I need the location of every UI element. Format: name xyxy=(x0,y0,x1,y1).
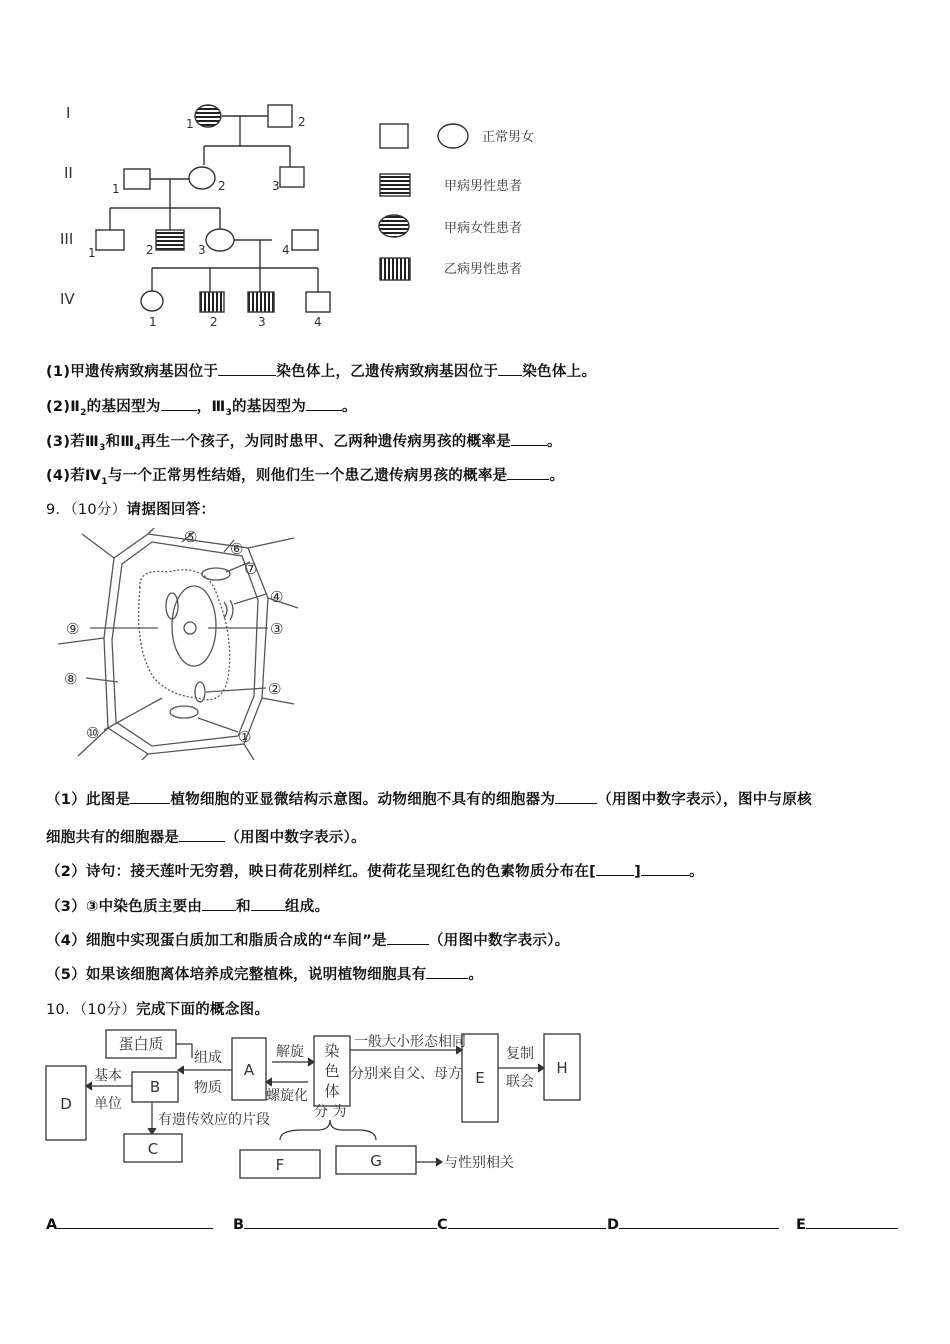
ped-I1-affected-female xyxy=(195,105,221,127)
cell-label-2: ② xyxy=(268,680,282,698)
answer-label-D: D xyxy=(607,1217,620,1233)
label-wuzhi: 物质 xyxy=(194,1080,222,1096)
concept-protein: 蛋白质 xyxy=(118,1035,164,1053)
gen-III-label: III xyxy=(60,230,74,248)
ped-num: 2 xyxy=(210,315,218,329)
ped-III2-affected-male xyxy=(156,230,184,250)
ped-III4-male xyxy=(292,230,318,250)
ped-num: 2 xyxy=(146,243,154,257)
q9-s1d: 细胞共有的细胞器是 xyxy=(46,830,180,846)
answer-B xyxy=(233,1214,437,1233)
ped-III1-male xyxy=(96,230,124,250)
q9-s1e: （用图中数字表示）。 xyxy=(225,830,366,846)
answer-A xyxy=(46,1214,213,1233)
legend-yi-male-symbol xyxy=(380,258,410,280)
q9-s1a: （1）此图是 xyxy=(46,792,131,808)
q9-part4 xyxy=(46,929,570,950)
ped-II2-female xyxy=(189,167,215,189)
chloroplast xyxy=(202,568,230,580)
ped-num: 1 xyxy=(112,182,120,196)
ped-IV2-yi-male xyxy=(200,292,224,312)
q8-p4sub: 1 xyxy=(101,476,108,487)
q9-title: 请据图回答： xyxy=(126,502,216,518)
cell-label-4: ④ xyxy=(270,588,284,606)
q8-p4b: 与一个正常男性结婚，则他们生一个患乙遗传病男孩的概率是 xyxy=(107,468,508,484)
ped-num: 1 xyxy=(88,246,96,260)
gen-II-label: II xyxy=(64,164,73,182)
q9-s3c: 组成。 xyxy=(284,899,330,915)
label-fenwei: 分 为 xyxy=(314,1104,347,1120)
q8-part4 xyxy=(46,464,564,487)
cell-label-6: ⑥ xyxy=(230,540,244,558)
q9-part1-line2 xyxy=(46,826,366,847)
legend-jia-female-text: 甲病女性患者 xyxy=(444,221,523,236)
label-lianhui: 联会 xyxy=(506,1074,534,1090)
q10-title: 完成下面的概念图。 xyxy=(136,1002,270,1018)
q8-p3d: 。 xyxy=(547,434,562,450)
pedigree-figure xyxy=(44,92,564,332)
ped-num: 3 xyxy=(198,243,206,257)
legend-normal-female-symbol xyxy=(438,124,468,148)
answer-blank[interactable] xyxy=(251,896,285,911)
legend-normal-text: 正常男女 xyxy=(482,130,535,145)
legend-jia-male-symbol xyxy=(380,174,410,196)
label-youyichuan: 有遗传效应的片段 xyxy=(158,1112,270,1128)
concept-E: E xyxy=(475,1069,485,1087)
label-yiban: 一般大小形态相同 xyxy=(354,1034,466,1050)
answer-blank[interactable] xyxy=(218,361,276,376)
q10-number: 10．（10分） xyxy=(46,1002,137,1018)
gen-I-label: I xyxy=(66,104,71,122)
cell-label-7: ⑦ xyxy=(244,560,258,578)
answer-blank[interactable] xyxy=(202,896,236,911)
q8-p3c: 再生一个孩子，为同时患甲、乙两种遗传病男孩的概率是 xyxy=(141,434,511,450)
answer-E xyxy=(796,1214,898,1233)
q9-s5b: 。 xyxy=(468,967,484,983)
concept-D: D xyxy=(60,1095,72,1113)
answer-blank[interactable] xyxy=(641,861,689,876)
chloroplast xyxy=(166,593,178,619)
label-fuzhi: 复制 xyxy=(506,1046,534,1062)
legend-normal-male-symbol xyxy=(380,124,408,148)
concept-chromosome-1: 染 xyxy=(324,1042,340,1060)
answer-blank[interactable] xyxy=(619,1214,779,1229)
ped-num: 4 xyxy=(282,243,290,257)
concept-A: A xyxy=(243,1061,255,1079)
q8-p1c: 染色体上。 xyxy=(522,364,597,380)
q8-p2c: ，Ⅲ xyxy=(196,399,226,415)
q8-p1b: 染色体上，乙遗传病致病基因位于 xyxy=(276,364,499,380)
answer-blank[interactable] xyxy=(306,396,342,411)
nucleolus xyxy=(184,622,196,634)
legend-jia-male-text: 甲病男性患者 xyxy=(444,179,523,194)
q10-heading xyxy=(46,998,269,1019)
answer-blank[interactable] xyxy=(179,827,225,842)
cell-label-9: ⑨ xyxy=(66,620,80,638)
cell-label-5: ⑤ xyxy=(184,528,198,546)
ped-II3-male xyxy=(280,167,304,187)
q8-p2e: 。 xyxy=(342,399,357,415)
answer-label-A: A xyxy=(46,1217,58,1233)
q8-part3 xyxy=(46,430,562,453)
q9-number: 9．（10分） xyxy=(46,502,127,518)
ped-IV4-male xyxy=(306,292,330,312)
answer-blank[interactable] xyxy=(596,861,634,876)
golgi xyxy=(224,600,233,620)
ped-num: 2 xyxy=(218,179,226,193)
concept-map xyxy=(40,1024,600,1184)
q9-part5 xyxy=(46,963,483,984)
label-fenbie: 分别来自父、母方 xyxy=(350,1066,462,1082)
concept-chromosome-3: 体 xyxy=(324,1082,340,1100)
answer-blank[interactable] xyxy=(511,431,547,446)
q9-s2b: ] xyxy=(634,864,642,880)
label-jiben: 基本 xyxy=(94,1068,122,1084)
q8-p3sub1: 3 xyxy=(99,442,106,453)
ped-num: 1 xyxy=(186,117,194,131)
answer-C xyxy=(437,1214,606,1233)
q8-p2d: 的基因型为 xyxy=(232,399,307,415)
label-zucheng: 组成 xyxy=(194,1050,222,1066)
ped-num: 2 xyxy=(298,115,306,129)
answer-blank[interactable] xyxy=(387,930,429,945)
q8-p3b: 和Ⅲ xyxy=(105,434,135,450)
q8-p2b: 的基因型为 xyxy=(86,399,161,415)
ped-num: 1 xyxy=(149,315,157,329)
answer-blank[interactable] xyxy=(426,964,468,979)
ped-IV1-female xyxy=(141,291,163,311)
q9-s2a: （2）诗句：接天莲叶无穷碧，映日荷花别样红。使荷花呈现红色的色素物质分布在[ xyxy=(46,864,597,880)
ped-I2-male xyxy=(268,105,292,127)
gen-IV-label: IV xyxy=(60,290,75,308)
concept-F: F xyxy=(275,1156,285,1174)
q9-s4b: （用图中数字表示）。 xyxy=(428,933,570,949)
chloroplast xyxy=(170,706,198,718)
q9-s3b: 和 xyxy=(236,899,251,915)
q8-part1 xyxy=(46,360,596,381)
answer-blank[interactable] xyxy=(498,361,522,376)
q8-p1a: (1)甲遗传病致病基因位于 xyxy=(46,364,219,380)
answer-blank[interactable] xyxy=(507,465,549,480)
answer-blank[interactable] xyxy=(130,789,170,804)
q9-s4a: （4）细胞中实现蛋白质加工和脂质合成的“车间”是 xyxy=(46,933,387,949)
q9-s3a: （3）③中染色质主要由 xyxy=(46,899,203,915)
answer-label-C: C xyxy=(437,1217,448,1233)
cell-label-10: ⑩ xyxy=(86,724,100,742)
cell-label-1: ① xyxy=(238,728,252,746)
cell-label-8: ⑧ xyxy=(64,670,78,688)
label-jiexuan: 解旋 xyxy=(276,1044,304,1060)
q9-s2c: 。 xyxy=(689,864,704,880)
legend-yi-male-text: 乙病男性患者 xyxy=(444,262,523,277)
concept-G: G xyxy=(370,1152,382,1170)
cell-membrane xyxy=(112,542,258,746)
answer-blank[interactable] xyxy=(57,1214,213,1229)
answer-label-E: E xyxy=(796,1217,806,1233)
q9-s1b: 植物细胞的亚显微结构示意图。动物细胞不具有的细胞器为 xyxy=(170,792,556,808)
q8-p2sub: 2 xyxy=(80,407,87,418)
q8-p4c: 。 xyxy=(549,468,565,484)
q9-part2 xyxy=(46,860,704,881)
answer-blank[interactable] xyxy=(555,789,597,804)
q9-s1c: （用图中数字表示），图中与原核 xyxy=(597,792,812,808)
q9-part3 xyxy=(46,895,329,916)
ped-num: 3 xyxy=(258,315,266,329)
ped-num: 4 xyxy=(314,315,322,329)
q8-p3sub2: 4 xyxy=(134,442,141,453)
q9-heading xyxy=(46,498,215,519)
q8-p4a: (4)若Ⅳ xyxy=(46,468,102,484)
q8-p2sub2: 3 xyxy=(225,407,233,418)
answer-blank[interactable] xyxy=(161,396,197,411)
legend-jia-female-symbol xyxy=(379,215,409,237)
answer-D xyxy=(607,1214,779,1233)
q9-s5a: （5）如果该细胞离体培养成完整植株，说明植物细胞具有 xyxy=(46,967,427,983)
label-luoxuanhua: 螺旋化 xyxy=(266,1088,308,1104)
ped-num: 3 xyxy=(272,179,280,193)
concept-B: B xyxy=(149,1078,161,1096)
ped-IV3-yi-male xyxy=(248,292,274,312)
label-danwei: 单位 xyxy=(94,1096,122,1112)
concept-C: C xyxy=(147,1140,159,1158)
ped-II1-male xyxy=(124,169,150,189)
plant-cell-diagram xyxy=(58,528,300,760)
q8-part2 xyxy=(46,395,357,418)
answer-blank[interactable] xyxy=(244,1214,437,1229)
label-xingbie: 与性别相关 xyxy=(444,1155,514,1171)
q9-part1-line1 xyxy=(46,788,812,809)
concept-chromosome-2: 色 xyxy=(324,1062,340,1080)
ped-III3-female xyxy=(206,229,234,251)
concept-H: H xyxy=(556,1059,568,1077)
answer-label-B: B xyxy=(233,1217,245,1233)
nucleus xyxy=(172,586,216,666)
cell-label-3: ③ xyxy=(270,620,284,638)
q8-p2a: (2)Ⅱ xyxy=(46,399,81,415)
answer-blank[interactable] xyxy=(448,1214,606,1229)
answer-blank[interactable] xyxy=(806,1214,898,1229)
q8-p3a: (3)若Ⅲ xyxy=(46,434,100,450)
